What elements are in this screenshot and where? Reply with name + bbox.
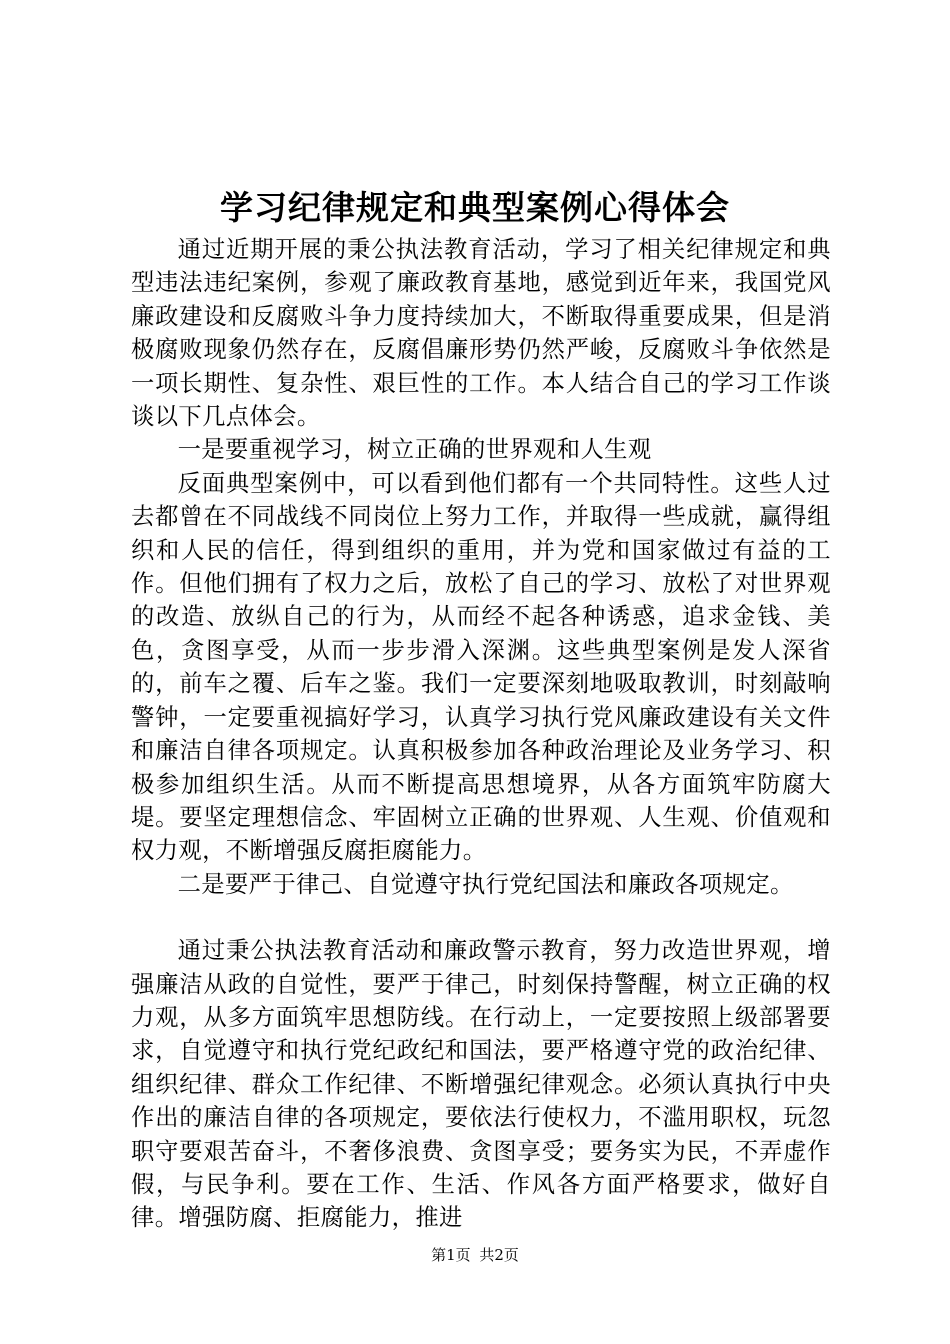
page-total: 共2页 [479,1246,519,1264]
section-heading-1: 一是要重视学习，树立正确的世界观和人生观 [177,436,652,464]
blank-line [131,901,831,934]
page-footer [0,1244,950,1266]
section-heading-2: 二是要严于律己、自觉遵守执行党纪国法和廉政各项规定。 [177,870,794,898]
paragraph-section-1: 反面典型案例中，可以看到他们都有一个共同特性。这些人过去都曾在不同战线不同岗位上努力工作，并取得一些成就，赢得组织和人民的信任，得到组织的重用，并为党和国家做过有益的工作。但他们拥有了权力之后，放松了自己的学习、放松了对世界观的改造、放纵自己的行为，从而经不起各种诱惑，追求金钱、美色，贪图享受，从而一步步滑入深渊。这些典型案例是发人深省的，前车之覆、后车之鉴。我们一定要深刻地吸取教训，时刻敲响警钟，一定要重视搞好学习，认真学习执行党风廉政建设有关文件和廉洁自律各项规定。认真积极参加各种政治理论及业务学习、积极参加组织生活。从而不断提高思想境界，从各方面筑牢防腐大堤。要坚定理想信念、牢固树立正确的世界观、人生观、价值观和权力观，不断增强反腐拒腐能力。 [131,469,831,865]
document-body [131,233,831,1235]
paragraph-section-2: 通过秉公执法教育活动和廉政警示教育，努力改造世界观，增强廉洁从政的自觉性，要严于律己，时刻保持警醒，树立正确的权力观，从多方面筑牢思想防线。在行动上，一定要按照上级部署要求，自觉遵守和执行党纪政纪和国法，要严格遵守党的政治纪律、组织纪律、群众工作纪律、不断增强纪律观念。必须认真执行中央作出的廉洁自律的各项规定，要依法行使权力，不滥用职权，玩忽职守要艰苦奋斗，不奢侈浪费、贪图享受；要务实为民，不弄虚作假，与民争利。要在工作、生活、作风各方面严格要求，做好自律。增强防腐、拒腐能力，推进 [131,937,831,1232]
paragraph-intro: 通过近期开展的秉公执法教育活动，学习了相关纪律规定和典型违法违纪案例，参观了廉政教育基地，感觉到近年来，我国党风廉政建设和反腐败斗争力度持续加大，不断取得重要成果，但是消极腐败现象仍然存在，反腐倡廉形势仍然严峻，反腐败斗争依然是一项长期性、复杂性、艰巨性的工作。本人结合自己的学习工作谈谈以下几点体会。 [131,236,831,431]
page-number: 第1页 [431,1246,471,1264]
document-title: 学习纪律规定和典型案例心得体会 [220,188,730,227]
